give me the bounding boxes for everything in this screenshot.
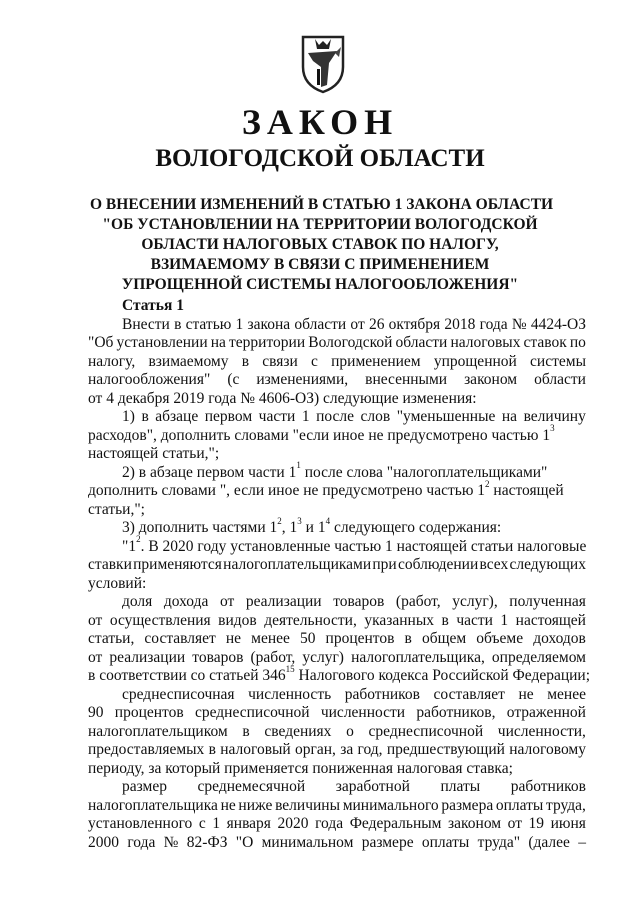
word: ставки (88, 556, 132, 573)
text-fragment: Налогового кодекса Российской Федерации; (294, 667, 591, 684)
word: от (88, 648, 103, 666)
word: в (404, 630, 412, 647)
word: налоговый (220, 741, 291, 758)
word: связи (262, 352, 298, 370)
text-fragment: расходов", дополнить словами "если иное не предусмотрено частью 1 (88, 426, 551, 444)
word: 1 (301, 408, 310, 425)
word: упрощенной (433, 352, 517, 370)
text-segment (122, 515, 502, 538)
text-line (88, 593, 586, 612)
word: октября (388, 315, 441, 333)
word: установлении (116, 334, 208, 351)
text-line (88, 797, 586, 816)
text-line (88, 556, 586, 575)
word: численности (320, 704, 406, 721)
word: реализации (245, 593, 322, 610)
text-line (88, 686, 586, 705)
word: "О (235, 833, 254, 851)
superscript: 4 (325, 515, 331, 526)
text-segment (122, 460, 548, 483)
word: налоговых (450, 334, 521, 351)
text-line (88, 408, 586, 427)
word: сведениях (264, 722, 332, 740)
text-line (88, 334, 586, 353)
text-fragment: . В 2020 году установленные частью 1 настоящей статьи налоговые (140, 537, 587, 555)
word: изменениями, (256, 371, 349, 388)
word: заработной (335, 778, 410, 795)
text-line (88, 460, 586, 483)
law-title: ЗАКОН (241, 102, 399, 142)
word: 82-ФЗ (186, 833, 228, 851)
word: дохода (163, 593, 209, 610)
word: 90 (88, 704, 104, 721)
word: 2000 (88, 833, 119, 851)
word: оплаты (495, 796, 544, 814)
word: января (226, 815, 271, 832)
word: 19 (528, 815, 545, 832)
coat-of-arms-icon (299, 33, 347, 95)
word: с (311, 352, 318, 370)
superscript: 1 (296, 460, 301, 471)
word: в (174, 315, 182, 333)
word: законом (448, 815, 502, 832)
heading-line: УПРОЩЕННОЙ СИСТЕМЫ НАЛОГООБЛОЖЕНИЯ" (121, 276, 519, 293)
word: на (501, 408, 518, 425)
superscript: 2 (136, 534, 141, 545)
text-line: настоящей статьи,"; (88, 445, 220, 462)
word: области (294, 315, 347, 333)
text-fragment: в соответствии со статьей 346 (88, 667, 286, 684)
word: размере (361, 833, 414, 851)
word: Федеральным (349, 815, 442, 832)
heading-line: "ОБ УСТАНОВЛЕНИИ НА ТЕРРИТОРИИ ВОЛОГОДСКОЙ (102, 216, 538, 233)
word: налогоплательщиками (223, 556, 372, 573)
text-line (88, 649, 586, 668)
heading-line: О ВНЕСЕНИИ ИЗМЕНЕНИЙ В СТАТЬЮ 1 ЗАКОНА ОБЛАСТИ (90, 196, 554, 213)
word: первом (204, 408, 253, 425)
word: слов (360, 408, 391, 425)
word: о (346, 722, 354, 740)
word: системы (530, 352, 586, 370)
text-fragment: дополнить словами ", если иное не предусмотрено частью 1 (88, 482, 486, 499)
word: области (534, 371, 586, 388)
word: статью (185, 315, 232, 333)
word: – (578, 833, 586, 851)
word: товаров (333, 593, 385, 610)
text-segment (88, 423, 555, 446)
word: 1 (235, 315, 244, 333)
law-heading (90, 195, 554, 295)
superscript: 2 (277, 515, 282, 526)
word: в (208, 741, 216, 758)
word: общем (421, 630, 467, 647)
word: определяемом (491, 648, 586, 666)
word: Вологодской (308, 334, 393, 351)
word: год, (357, 741, 383, 758)
text-line: периоду, за который применяется пониженная налоговая ставка; (88, 759, 513, 777)
text-fragment: 2) в абзаце первом части 1 (122, 463, 297, 481)
word: величины (275, 796, 341, 814)
text-fragment: и 1 (301, 519, 326, 536)
word: составляет (433, 685, 505, 703)
word: среднесписочной (194, 704, 310, 721)
word: реализации (109, 648, 186, 666)
word: июня (550, 815, 586, 832)
text-line (88, 778, 586, 797)
word: 4424-ОЗ (530, 315, 586, 333)
text-segment (88, 478, 564, 501)
word: части (456, 611, 493, 629)
text-fragment: "1 (122, 537, 137, 555)
word: 2020 (277, 815, 309, 832)
word: абзаце (155, 408, 199, 425)
word: налогообложения" (88, 371, 211, 388)
word: налогоплательщика (88, 796, 218, 814)
word: деятельности, (264, 611, 357, 629)
word: менее (251, 630, 290, 647)
word: труда" (477, 833, 521, 851)
word: применяются (133, 556, 222, 573)
text-line (88, 704, 586, 723)
word: налогоплательщиком (88, 722, 228, 740)
text-line (88, 815, 586, 834)
word: части (258, 408, 296, 425)
word: в (441, 611, 449, 629)
word: не (518, 685, 534, 703)
superscript: 3 (297, 515, 302, 526)
word: менее (547, 685, 586, 703)
law-region: ВОЛОГОДСКОЙ ОБЛАСТИ (155, 145, 485, 172)
text-segment (122, 534, 587, 557)
word: налоговому (509, 741, 586, 758)
word: от (219, 593, 235, 610)
word: труда, (546, 796, 586, 814)
word: объеме (476, 630, 524, 647)
word: следующих (509, 556, 586, 573)
text-fragment: следующего содержания: (330, 519, 502, 536)
word: среднесписочная (122, 685, 235, 703)
superscript: 2 (485, 478, 490, 489)
word: соблюдении (397, 556, 479, 573)
text-fragment: 3) дополнить частями 1 (122, 519, 278, 536)
law-body (88, 297, 591, 852)
word: применением (331, 352, 421, 370)
word: 50 (299, 630, 316, 647)
word: (работ, (395, 593, 441, 610)
word: в (242, 722, 250, 740)
word: величину (523, 408, 586, 425)
word: "Об (88, 334, 114, 351)
word: 2018 (444, 315, 476, 333)
word: в (241, 352, 250, 370)
word: среднесписочной (368, 722, 484, 740)
word: доходов (533, 630, 586, 647)
word: 1) (122, 408, 135, 425)
word: области (395, 334, 448, 351)
word: установленного (88, 815, 193, 832)
word: по (569, 334, 586, 351)
word: при (372, 556, 397, 573)
word: составляет (144, 630, 216, 647)
word: налогоплательщика, (351, 648, 485, 666)
word: процентов (114, 704, 184, 721)
word: ставок (523, 334, 567, 351)
text-fragment: , 1 (281, 519, 298, 536)
text-line (88, 371, 586, 390)
word: налогу, (88, 352, 136, 370)
word: ниже (238, 796, 273, 814)
word: предоставляемых (88, 741, 205, 758)
word: от (88, 611, 103, 629)
text-line (88, 630, 586, 649)
word: года (127, 833, 156, 851)
text-line (88, 723, 586, 742)
word: № (163, 833, 179, 851)
word: 26 (368, 315, 385, 333)
superscript: 3 (550, 423, 555, 434)
text-line (88, 534, 587, 557)
text-segment (88, 663, 591, 686)
word: всех (479, 556, 509, 573)
word: орган, (295, 741, 336, 758)
word: в (141, 408, 149, 425)
text-fragment: настоящей (489, 482, 564, 499)
text-fragment: после слова "налогоплательщиками" (300, 463, 548, 481)
heading-line: ВЗИМАЕМОМУ В СВЯЗИ С ПРИМЕНЕНИЕМ (150, 256, 490, 273)
text-line (88, 423, 586, 446)
word: (работ, (250, 648, 296, 666)
text-line (88, 834, 586, 853)
word: минимальном (261, 833, 354, 851)
word: от (350, 315, 365, 333)
word: платы (440, 778, 481, 795)
word: работников, (416, 704, 496, 721)
word: (с (227, 371, 240, 388)
superscript: 15 (285, 663, 295, 674)
text-line (88, 316, 586, 335)
word: 1 (212, 815, 221, 832)
word: оплаты (421, 833, 470, 851)
word: предшествующий (386, 741, 505, 758)
text-line (88, 353, 586, 372)
word: размер (122, 778, 167, 795)
text-line: от 4 декабря 2019 года № 4606-ОЗ) следующие изменения: (88, 389, 477, 407)
word: видов (218, 611, 257, 629)
word: доля (122, 593, 153, 610)
word: указанных (364, 611, 435, 629)
text-line (88, 612, 586, 631)
word: "уменьшенные (396, 408, 496, 425)
word: услуг), (452, 593, 498, 610)
word: статьи, (88, 630, 135, 647)
word: работников (344, 685, 420, 703)
word: услуг) (302, 648, 344, 666)
text-line: условий: (88, 574, 147, 592)
text-line: статьи,"; (88, 500, 145, 518)
word: территории (229, 334, 306, 351)
word: численность (248, 685, 332, 703)
word: работников (510, 778, 586, 795)
word: после (316, 408, 355, 425)
word: осуществления (109, 611, 211, 629)
word: № (511, 315, 527, 333)
article-title: Статья 1 (122, 297, 184, 314)
word: закона (247, 315, 291, 333)
word: размера (441, 796, 494, 814)
word: на (210, 334, 226, 351)
text-line (88, 663, 591, 686)
word: взимаемому (148, 352, 229, 370)
word: товаров (192, 648, 244, 666)
word: за (340, 741, 354, 758)
word: внесенными (365, 371, 448, 388)
word: от (507, 815, 522, 832)
text-line (88, 515, 586, 538)
word: (далее (528, 833, 570, 851)
word: отраженной (506, 704, 586, 721)
word: полученная (509, 593, 586, 610)
heading-line: ОБЛАСТИ НАЛОГОВЫХ СТАВОК ПО НАЛОГУ, (141, 236, 499, 253)
text-line (88, 741, 586, 760)
word: законом (464, 371, 518, 388)
text-line (88, 478, 586, 501)
word: Внести (122, 315, 170, 333)
word: минимального (342, 796, 439, 814)
word: не (225, 630, 242, 647)
word: среднемесячной (197, 778, 306, 795)
word: 1 (500, 611, 509, 629)
word: численности, (497, 722, 586, 740)
word: настоящей (515, 611, 586, 629)
word: не (220, 796, 236, 814)
word: года (315, 815, 344, 832)
word: года (479, 315, 508, 333)
word: процентов (325, 630, 395, 647)
word: с (198, 815, 206, 832)
